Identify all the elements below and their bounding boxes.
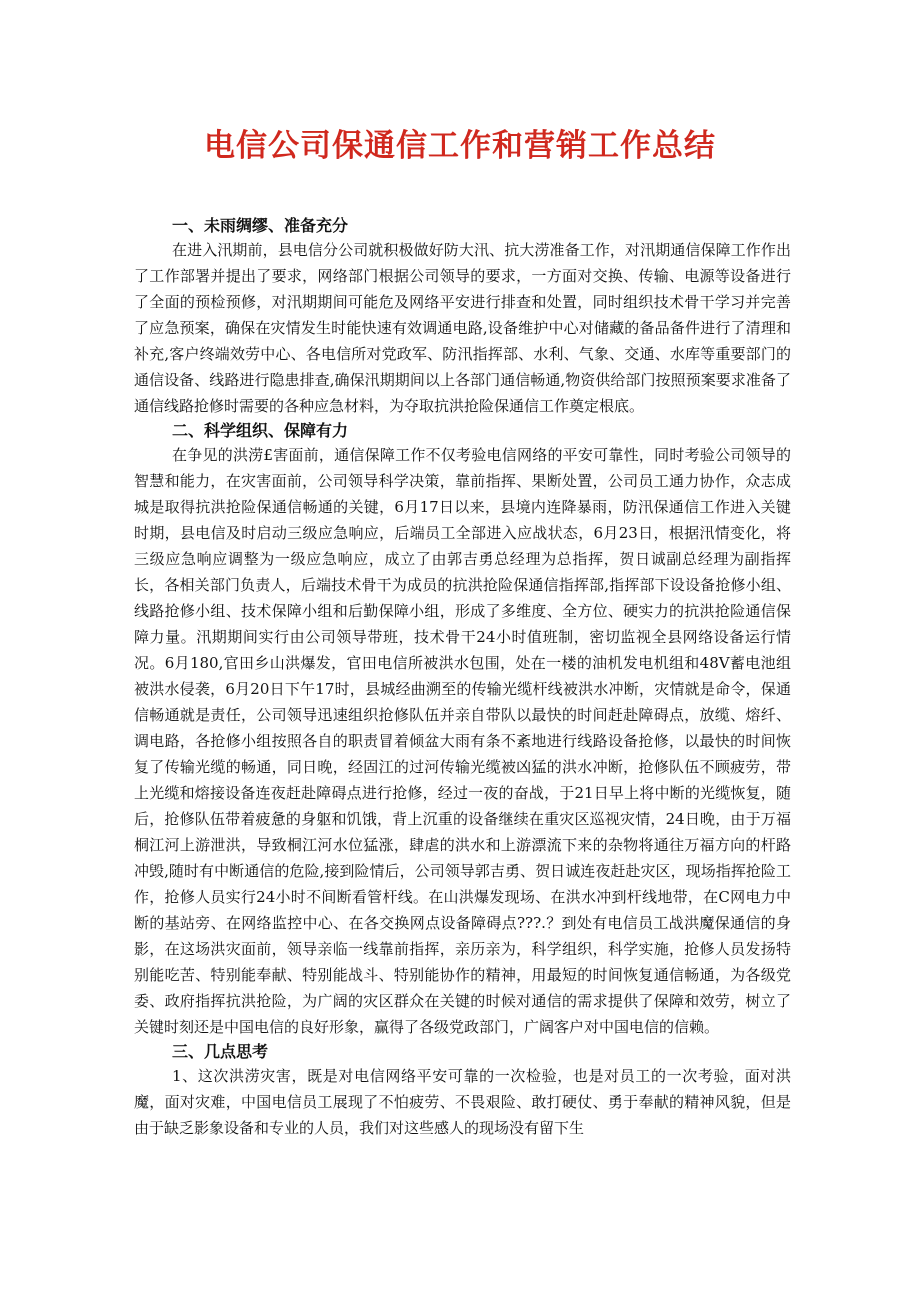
section-paragraph-1: 在进入汛期前，县电信分公司就积极做好防大汛、抗大涝准备工作，对汛期通信保障工作作出了工作部署并提出了要求，网络部门根据公司领导的要求，一方面对交换、传输、电源等设备进行了全面的预检预修，对汛期期间可能危及网络平安进行排查和处置，同时组织技术骨干学习并完善了应急预案，确保在灾情发生时能快速有效调通电路,设备维护中心对储藏的备品备件进行了清理和补充,客户终端效劳中心、各电信所对党政军、防汛指挥部、水利、气象、交通、水库等重要部门的通信设备、线路进行隐患排查,确保汛期期间以上各部门通信畅通,物资供给部门按照预案要求准备了通信线路抢修时需要的各种应急材料，为夺取抗洪抢险保通信工作奠定根底。	[134, 241, 791, 415]
section-heading-2: 二、科学组织、保障有力	[172, 421, 349, 440]
document-title: 电信公司保通信工作和营销工作总结	[204, 128, 716, 164]
document-body	[134, 214, 791, 1141]
section-paragraph-2: 在争见的洪涝£害面前，通信保障工作不仅考验电信网络的平安可靠性，同时考验公司领导的智慧和能力，在灾害面前，公司领导科学决策，靠前指挥、果断处置，公司员工通力协作，众志成城是取得抗洪抢险保通信畅通的关键，6月17日以来，县境内连降暴雨，防汛保通信工作进入关键时期，县电信及时启动三级应急响应，后端员工全部进入应战状态，6月23日，根据汛情变化，将三级应急响应调整为一级应急响应，成立了由郭吉勇总经理为总指挥，贺日诚副总经理为副指挥长，各相关部门负责人，后端技术骨干为成员的抗洪抢险保通信指挥部,指挥部下设设备抢修小组、线路抢修小组、技术保障小组和后勤保障小组，形成了多维度、全方位、硬实力的抗洪抢险通信保障力量。汛期期间实行由公司领导带班，技术骨干24小时值班制，密切监视全县网络设备运行情况。6月180,官田乡山洪爆发，官田电信所被洪水包围，处在一楼的油机发电机组和48V蓄电池组被洪水侵袭，6月20日下午17时，县城经曲溯至的传输光缆杆线被洪水冲断，灾情就是命令，保通信畅通就是责任，公司领导迅速组织抢修队伍并亲自带队以最快的时间赶赴障碍点，放缆、熔纤、调电路，各抢修小组按照各自的职责冒着倾盆大雨有条不紊地进行线路设备抢修，以最快的时间恢复了传输光缆的畅通，同日晚，经固江的过河传输光缆被凶猛的洪水冲断，抢修队伍不顾疲劳，带上光缆和熔接设备连夜赶赴障碍点进行抢修，经过一夜的奋战，于21日早上将中断的光缆恢复，随后，抢修队伍带着疲惫的身躯和饥饿，背上沉重的设备继续在重灾区巡视灾情，24日晚，由于万福桐江河上游泄洪，导致桐江河水位猛涨，肆虐的洪水和上游漂流下来的杂物将通往万福方向的杆路冲毁,随时有中断通信的危险,接到险情后，公司领导郭吉勇、贺日诚连夜赶赴灾区，现场指挥抢险工作，抢修人员实行24小时不间断看管杆线。在山洪爆发现场、在洪水冲到杆线地带，在C网电力中断的基站旁、在网络监控中心、在各交换网点设备障碍点???.？到处有电信员工战洪魔保通信的身影，在这场洪灾面前，领导亲临一线靠前指挥，亲历亲为，科学组织，科学实施，抢修人员发扬特别能吃苦、特别能奉献、特别能战斗、特别能协作的精神，用最短的时间恢复通信畅通，为各级党委、政府指挥抗洪抢险，为广阔的灾区群众在关键的时候对通信的需求提供了保障和效劳，树立了关键时刻还是中国电信的良好形象，赢得了各级党政部门，广阔客户对中国电信的信赖。	[134, 446, 791, 1036]
section-paragraph-3: 1、这次洪涝灾害，既是对电信网络平安可靠的一次检验，也是对员工的一次考验，面对洪魔，面对灾难，中国电信员工展现了不怕疲劳、不畏艰险、敢打硬仗、勇于奉献的精神风貌，但是由于缺乏影象设备和专业的人员，我们对这些感人的现场没有留下生	[134, 1067, 791, 1137]
section-heading-3: 三、几点思考	[172, 1042, 269, 1061]
section-heading-1: 一、未雨绸缪、准备充分	[172, 216, 349, 235]
